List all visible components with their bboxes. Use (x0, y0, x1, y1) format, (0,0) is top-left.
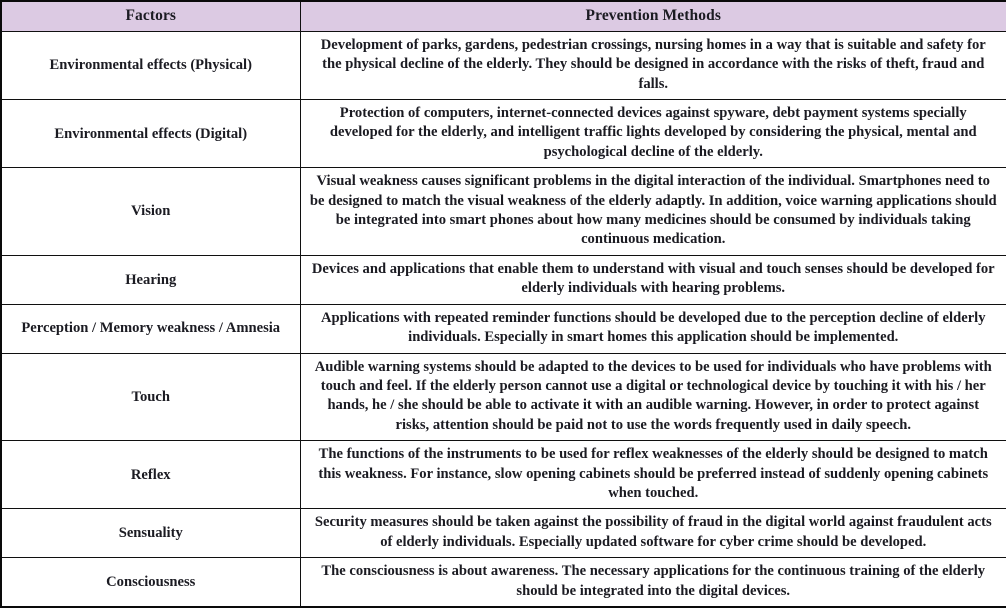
prevention-method-text: The functions of the instruments to be used for reflex weaknesses of the elderly should be designed to match this weakness. For instance, slow opening cabinets should be preferred instead of suddenly opening cabinets when touched. (318, 446, 989, 501)
factor-cell: Touch (1, 353, 300, 441)
prevention-method-text: Security measures should be taken against the possibility of fraud in the digital world against fraudulent acts of elderly individuals. Especially updated software for cyber crime should be developed. (314, 514, 992, 550)
prevention-method-cell (300, 441, 1006, 509)
prevention-method-text: Protection of computers, internet-connected devices against spyware, debt payment systems specially developed for the elderly, and intelligent traffic lights developed by considering the physical, mental and psychological decline of the elderly. (329, 105, 977, 160)
factor-cell: Vision (1, 168, 300, 256)
table-row (1, 353, 1006, 441)
factor-cell: Sensuality (1, 509, 300, 558)
prevention-method-text: Visual weakness causes significant problems in the digital interaction of the individual. Smartphones need to be designed to match the visual weakness of the elderly adaptly. In addition, voice warning applications should be integrated into smart phones about how many medicines should be consumed by individuals taking continuous medication. (309, 173, 997, 248)
table-row (1, 168, 1006, 256)
prevention-method-cell (300, 304, 1006, 353)
prevention-method-text: Applications with repeated reminder functions should be developed due to the perception decline of elderly individuals. Especially in smart homes this application should be implemented. (320, 309, 986, 346)
table-row (1, 509, 1006, 558)
factor-cell: Environmental effects (Digital) (1, 100, 300, 168)
prevention-method-text: Devices and applications that enable them to understand with visual and touch senses should be developed for elderly individuals with hearing problems. (311, 260, 995, 297)
factor-cell: Hearing (1, 255, 300, 304)
table-row (1, 558, 1006, 607)
table-row (1, 100, 1006, 168)
prevention-method-cell (300, 255, 1006, 304)
table-row (1, 31, 1006, 99)
prevention-method-cell (300, 558, 1006, 607)
table-header-row (1, 1, 1006, 31)
table-body (1, 31, 1006, 607)
prevention-method-cell (300, 353, 1006, 441)
table-row (1, 441, 1006, 509)
factor-cell: Environmental effects (Physical) (1, 31, 300, 99)
prevention-method-cell (300, 509, 1006, 558)
factor-cell: Perception / Memory weakness / Amnesia (1, 304, 300, 353)
prevention-method-cell (300, 31, 1006, 99)
factor-cell: Reflex (1, 441, 300, 509)
prevention-method-cell (300, 168, 1006, 256)
table-row (1, 255, 1006, 304)
factor-cell: Consciousness (1, 558, 300, 607)
column-header-prevention-methods: Prevention Methods (300, 1, 1006, 31)
prevention-method-cell (300, 100, 1006, 168)
table-row (1, 304, 1006, 353)
prevention-method-text: Development of parks, gardens, pedestrian crossings, nursing homes in a way that is suitable and safety for the physical decline of the elderly. They should be designed in accordance with the risks of theft, fraud and falls. (320, 36, 986, 92)
prevention-method-text: Audible warning systems should be adapted to the devices to be used for individuals who have problems with touch and feel. If the elderly person cannot use a digital or technological device by touching it with his / her hands, he / she should be able to activate it with an audible warning. However, in order to protect against risks, attention should be paid not to use the words frequently used in daily speech. (314, 358, 992, 433)
table-header (1, 1, 1006, 31)
column-header-factors: Factors (1, 1, 300, 31)
prevention-method-text: The consciousness is about awareness. The necessary applications for the continuous training of the elderly should be integrated into the digital devices. (321, 563, 986, 599)
